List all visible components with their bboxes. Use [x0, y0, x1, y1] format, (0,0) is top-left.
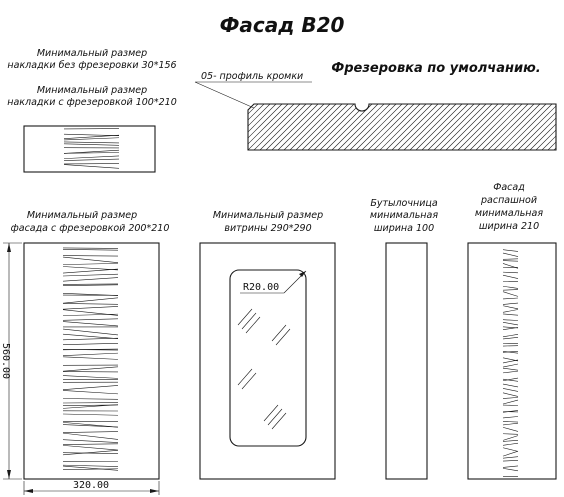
swing-caption-line-1: Фасад	[493, 182, 525, 193]
swing-caption-line-4: ширина 210	[478, 221, 540, 232]
bottle-caption-line-2: минимальная	[369, 210, 439, 221]
bottle-panel	[386, 243, 427, 479]
bottle-caption-line-3: ширина 100	[373, 223, 435, 234]
glass-opening	[230, 270, 306, 446]
facade-milling-hatch	[63, 248, 118, 470]
height-dimension-label: 560.00	[0, 342, 11, 380]
facade-caption-line-2: фасада с фрезеровкой 200*210	[10, 223, 170, 234]
swing-caption-line-3: минимальная	[474, 208, 544, 219]
profile-caption: Фрезеровка по умолчанию.	[331, 61, 541, 76]
showcase-caption-line-2: витрины 290*290	[224, 223, 312, 234]
overlay-note-2-line-2: накладки с фрезеровкой 100*210	[7, 97, 177, 108]
swing-milling-hatch	[503, 250, 518, 477]
facade-caption-line-1: Минимальный размер	[26, 210, 138, 221]
facade-panel	[24, 243, 159, 479]
profile-outline	[248, 104, 556, 150]
overlay-note-1-line-2: накладки без фрезеровки 30*156	[7, 60, 177, 71]
overlay-note-2-line-1: Минимальный размер	[36, 85, 148, 96]
showcase-caption-line-1: Минимальный размер	[212, 210, 324, 221]
profile-hatch	[200, 104, 564, 150]
width-dimension	[24, 480, 159, 495]
overlay-note-1-line-1: Минимальный размер	[36, 48, 148, 59]
bottle-caption-line-1: Бутылочница	[370, 198, 438, 209]
glass-glare-marks	[238, 309, 290, 429]
overlay-milling-hatch	[64, 129, 119, 169]
edge-profile-label: 05- профиль кромки	[201, 71, 304, 82]
profile-section	[200, 104, 564, 150]
swing-caption-line-2: распашной	[481, 195, 537, 206]
overlay-panel	[24, 126, 155, 172]
showcase-panel	[200, 243, 335, 479]
width-dimension-label: 320.00	[72, 480, 110, 491]
height-dimension	[0, 243, 22, 479]
radius-label: R20.00	[243, 282, 280, 293]
swing-panel	[468, 243, 556, 479]
drawing-title: Фасад В20	[219, 13, 345, 37]
